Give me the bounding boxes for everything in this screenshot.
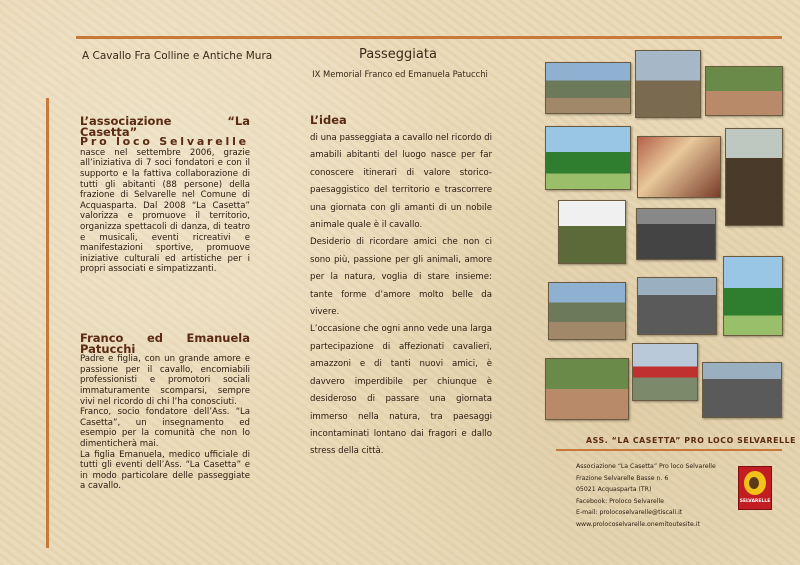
page-title: Passeggiata [359,47,437,62]
memorial-subtitle: IX Memorial Franco ed Emanuela Patucchi [312,69,488,79]
patucchi-p1: Padre e figlia, con un grande amore e passione per il cavallo, encomiabili professionisti e promotori sociali immaturamente scomparsi, sempre vivi nel ricordo di chi l’ha conosciuti. [80,354,250,407]
photo-man-portrait [635,50,701,118]
photo-rider-horse [725,128,783,226]
photo-street-riders [548,282,626,340]
idea-heading: L’idea [310,113,347,127]
left-vertical-divider [46,98,49,548]
contact-line-website[interactable]: www.prolocoselvarelle.onemitoutesite.it [576,520,700,528]
association-section [80,116,250,275]
event-subtitle: A Cavallo Fra Colline e Antiche Mura [82,50,273,62]
patucchi-p3: La figlia Emanuela, medico ufficiale di tutti gli eventi dell’Ass. “La Casetta” e in modo particolare delle passeggiate a cavallo. [80,449,250,492]
photo-castle-riders [637,277,717,335]
contact-line-address: Frazione Selvarelle Basse n. 6 [576,474,669,482]
idea-p2: Desiderio di ricordare amici che non ci sono più, passione per gli animali, amore per la natura, voglia di stare insieme: tante forme d’amore molto belle da vivere. [310,237,492,318]
idea-p3: L’occasione che ogni anno vede una larga partecipazione di affezionati cavalieri, amazzoni e di tanti nuovi amici, è davvero imperdibile per chiunque è desideroso di passare una giornata immerso nella natura, tra paesaggi incontaminati lontano dai fragori e dallo stress della città. [310,324,492,457]
contact-line-name: Associazione “La Casetta” Pro loco Selvarelle [576,463,716,470]
photo-green-hills [545,126,631,190]
photo-food-table [637,136,721,198]
photo-stone-gate [702,362,782,418]
association-contact-title: ASS. “LA CASETTA” PRO LOCO SELVARELLE [586,436,797,445]
photo-riders-field [705,66,783,116]
contact-divider [556,449,782,451]
top-divider [76,36,782,39]
contact-line-email[interactable]: E-mail: prolocoselvarelle@tiscali.it [576,509,683,517]
idea-p1: di una passeggiata a cavallo nel ricordo di amabili abitanti del luogo nasce per far conoscere itinerari di valore storico-paesaggistico del territorio e trascorrere una giornata con gli amanti di un nobile animale quale è il cavallo. [310,133,492,231]
association-heading-2: Pro loco Selvarelle [80,135,249,149]
contact-line-facebook[interactable]: Facebook: Proloco Selvarelle [576,497,664,505]
logo-text: SELVARELLE [739,499,771,504]
selvarelle-logo [738,466,772,510]
logo-inner-icon [749,477,759,489]
photo-man-smiling [558,200,626,264]
patucchi-p2: Franco, socio fondatore dell’Ass. “La Casetta”, un insegnamento ed esempio per la comunità che non lo dimenticherà mai. [80,407,250,449]
photo-bw-riders [636,208,716,260]
patucchi-heading: Franco ed Emanuela Patucchi [80,331,250,356]
association-body: nasce nel settembre 2006, grazie all’iniziativa di 7 soci fondatori e con il supporto e la fattiva collaborazione di tutti gli abitanti (88 persone) della frazione di Selvarelle nel Comune di Acquasparta. Dal 2008 “La Casetta” valorizza e promuove il territorio, organizza spettacoli di danza, di teatro e musicali, eventi ricreativi e manifestazioni sportive, promuove iniziative culturali ed artistiche per i propri associati e simpatizzanti. [80,147,250,275]
photo-village-square [545,62,631,114]
contact-line-city: 05021 Acquasparta (TR) [576,486,652,494]
patucchi-section [80,333,250,492]
idea-section [310,130,492,461]
contact-block [576,461,716,531]
photo-forest-path [723,256,783,336]
photo-horse-group [545,358,629,420]
association-heading: L’associazione “La Casetta” [80,114,250,139]
photo-flag-bearer [632,343,698,401]
